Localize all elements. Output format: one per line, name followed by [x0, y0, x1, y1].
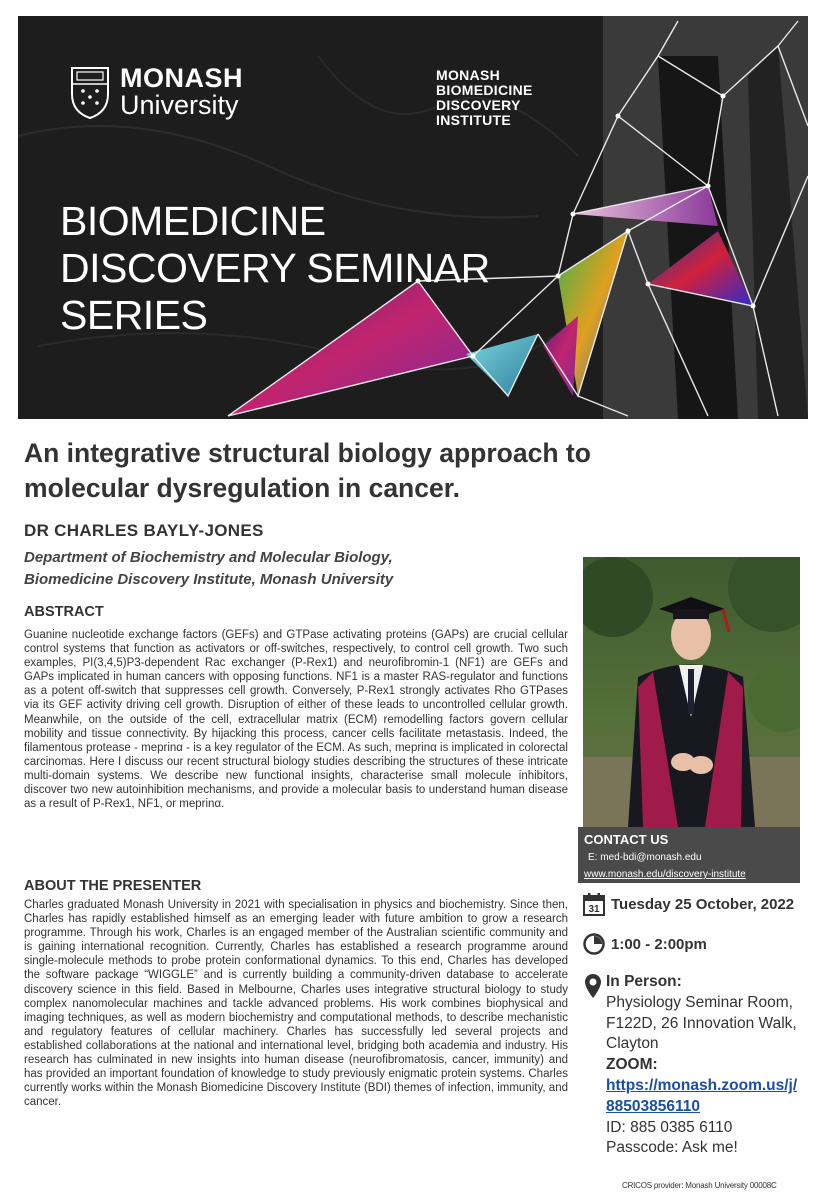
zoom-link-id[interactable]: 88503856110: [606, 1097, 700, 1115]
zoom-link[interactable]: https://monash.zoom.us/j/: [606, 1076, 798, 1094]
affiliation-line: Biomedicine Discovery Institute, Monash University: [24, 571, 394, 588]
monash-crest-icon: [68, 64, 112, 120]
cricos-footer: CRICOS provider: Monash University 00008C: [622, 1181, 777, 1190]
contact-website-link[interactable]: www.monash.edu/discovery-institute: [584, 869, 746, 880]
venue-line: Physiology Seminar Room,: [606, 993, 793, 1011]
calendar-icon: [583, 892, 605, 916]
contact-heading: CONTACT US: [584, 832, 669, 847]
institute-line: DISCOVERY: [436, 97, 521, 113]
institute-line: INSTITUTE: [436, 112, 512, 128]
affiliation-line: Department of Biochemistry and Molecular Biology,: [24, 549, 393, 566]
abstract-text: Guanine nucleotide exchange factors (GEFs) and GTPase activating proteins (GAPs) are crucial cellular control systems that function as activators or off-switches, respectively, to control cell growth. Two such examples, PI(3,4,5)P3-dependent Rac exchanger (P-Rex1) and neurofibromin-1 (NF1) are GEFs and GAPs implicated in human cancers with opposing functions. NF1 is a master RAS-regulator and functions as a potent off-switch that suppresses cell growth. Conversely, P-Rex1 strongly activates Rho GTPases via its GEF activity driving cell growth. Disruption of either of these leads to uncontrolled cellular growth. Meanwhile, on the outside of the cell, extracellular matrix (ECM) remodelling factors govern cellular mobility and tissue connectivity. By hijacking this process, cancer cells facilitate metastasis. Indeed, the filamentous protease - meprinα - is a key regulator of the ECM. As such, meprinα is implicated in colorectal carcinomas. Here I discuss our recent structural biology studies describing the structures of these intricate multi-domain systems. We describe new functional insights, characterise small molecule inhibitors, discover two new autoinhibition mechanisms, and provide a molecular basis to understand human disease as a result of P-Rex1, NF1, or meprinα.: [24, 629, 568, 811]
clock-icon: [583, 933, 605, 955]
monash-logo: [68, 64, 243, 120]
institute-line: MONASH: [436, 67, 501, 83]
header-banner: [18, 16, 808, 419]
talk-title: [24, 436, 744, 506]
event-location: [606, 972, 797, 1159]
event-date: Tuesday 25 October, 2022: [611, 895, 795, 913]
presenter-name: DR CHARLES BAYLY-JONES: [24, 521, 264, 540]
institute-name: [436, 68, 533, 128]
zoom-passcode: Passcode: Ask me!: [606, 1139, 738, 1157]
in-person-label: In Person:: [606, 973, 682, 990]
zoom-meeting-id: ID: 885 0385 6110: [606, 1118, 733, 1136]
series-line: DISCOVERY SEMINAR: [60, 245, 490, 291]
about-heading: ABOUT THE PRESENTER: [24, 878, 202, 894]
logo-university-text: University: [120, 90, 239, 120]
about-text: Charles graduated Monash University in 2021 with specialisation in physics and biochemistry. Since then, Charles has rapidly established himself as an emerging leader with future ambition to grow a research programme. Through his work, Charles is an engaged member of the Australian scientific community and is gaining international recognition. Currently, Charles has established a research programme around single-molecule methods to probe protein conformational dynamics. To this end, Charles has developed the software package “WIGGLE” and is currently building a community-driven database to accelerate discovery science in this field. Based in Melbourne, Charles uses integrative structural biology to study complex nanomolecular machines and tackle advanced problems. His work combines biophysical and imaging techniques, as well as modern biochemistry and computational methods, to describe mechanistic and regulatory features of cellular machinery. Charles has successfully led several projects and established collaborations at the national and international level, bridging both academia and industry. His research has culminated in new insights into human disease (neurofibromatosis, cancer, immunity) and has provided an important foundation of knowledge to study previously enigmatic protein systems. Charles currently works within the Monash Biomedicine Discovery Institute (BDI) themes of infection, immunity, and cancer.: [24, 899, 568, 1109]
zoom-label: ZOOM:: [606, 1056, 658, 1074]
talk-title-line: An integrative structural biology approach to: [24, 438, 591, 468]
presenter-portrait-image: [583, 557, 800, 827]
event-time: 1:00 - 2:00pm: [611, 935, 707, 953]
logo-monash-text: MONASH: [120, 63, 243, 93]
venue-line: F122D, 26 Innovation Walk,: [606, 1014, 797, 1032]
abstract-heading: ABSTRACT: [24, 604, 104, 620]
presenter-affiliation: [24, 547, 393, 591]
location-pin-icon: [584, 973, 602, 999]
contact-email[interactable]: E: med-bdi@monash.edu: [588, 852, 702, 863]
institute-line: BIOMEDICINE: [436, 82, 533, 98]
event-date-row: [583, 892, 794, 916]
contact-box: [578, 827, 800, 883]
presenter-photo: [583, 557, 800, 827]
seminar-series-title: [60, 198, 490, 339]
event-time-row: [583, 933, 707, 955]
calendar-day: 31: [588, 904, 600, 915]
talk-title-line: molecular dysregulation in cancer.: [24, 473, 460, 503]
series-line: BIOMEDICINE: [60, 198, 326, 244]
series-line: SERIES: [60, 292, 208, 338]
venue-line: Clayton: [606, 1035, 659, 1053]
